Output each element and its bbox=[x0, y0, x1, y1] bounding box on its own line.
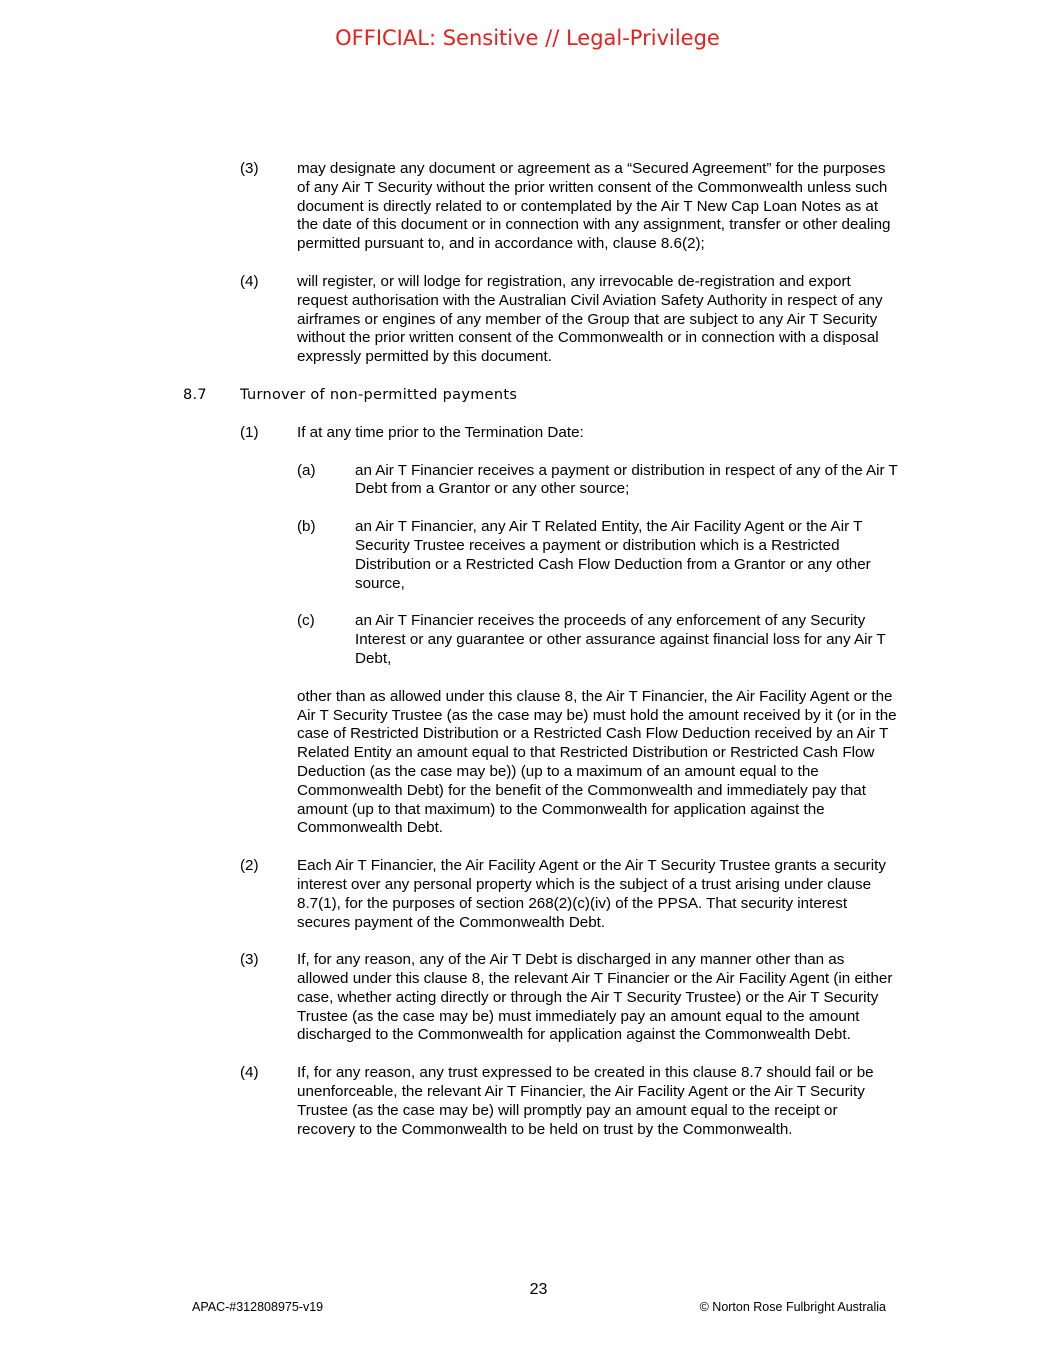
paragraph-number: (a) bbox=[297, 461, 316, 479]
paragraph-text: If, for any reason, any trust expressed to be created in this clause 8.7 should fail or be unenforceable, the relevant Air T Financier, the Air Facility Agent or the Air T Security Trustee (as the case may be) will promptly pay an amount equal to the receipt or recovery to the Commonwealth to be held on trust by the Commonwealth. bbox=[297, 1064, 874, 1138]
subclause-1-continuation bbox=[0, 688, 1055, 838]
paragraph-number: (c) bbox=[297, 612, 315, 630]
paragraph-4 bbox=[0, 273, 1055, 367]
paragraph-text: will register, or will lodge for registration, any irrevocable de-registration and export request authorisation with the Australian Civil Aviation Safety Authority in respect of any airframes or engines of any member of the Group that are subject to any Air T Security without the prior written consent of the Commonwealth or in connection with a disposal expressly permitted by this document. bbox=[297, 272, 883, 366]
paragraph-text: an Air T Financier receives the proceeds of any enforcement of any Security Interest or any guarantee or other assurance against financial loss for any Air T Debt, bbox=[355, 612, 886, 667]
paragraph-number: (4) bbox=[240, 1064, 259, 1082]
subclause-3 bbox=[0, 951, 1055, 1045]
paragraph-number: (3) bbox=[240, 951, 259, 969]
paragraph-3 bbox=[0, 160, 1055, 254]
paragraph-text: If at any time prior to the Termination Date: bbox=[297, 423, 584, 441]
subclause-2 bbox=[0, 857, 1055, 932]
paragraph-text: If, for any reason, any of the Air T Debt is discharged in any manner other than as allowed under this clause 8, the relevant Air T Financier or the Air Facility Agent (in either case, whether acting directly or through the Air T Security Trustee) or the Air T Security Trustee (as the case may be) must immediately pay an amount equal to the amount discharged to the Commonwealth for application against the Commonwealth Debt. bbox=[297, 951, 893, 1044]
paragraph-text: an Air T Financier receives a payment or distribution in respect of any of the Air T Debt from a Grantor or any other source; bbox=[355, 461, 898, 498]
paragraph-number: (3) bbox=[240, 160, 259, 177]
paragraph-number: (b) bbox=[297, 518, 316, 536]
paragraph-text: other than as allowed under this clause 8, the Air T Financier, the Air Facility Agent or the Air T Security Trustee (as the case may be) must hold the amount received by it (or in the case of Restricted Distribution or a Restricted Cash Flow Deduction received by an Air T Related Entity an amount equal to that Restricted Distribution or Restricted Cash Flow Deduction (as the case may be)) (up to a maximum of an amount equal to the Commonwealth Debt) for the benefit of the Commonwealth and immediately pay that amount (up to that maximum) to the Commonwealth for application against the Commonwealth Debt. bbox=[297, 687, 897, 837]
subclause-a bbox=[0, 462, 1055, 500]
copyright-notice: © Norton Rose Fulbright Australia bbox=[699, 1300, 886, 1314]
document-id: APAC-#312808975-v19 bbox=[192, 1300, 324, 1314]
subclause-c bbox=[0, 612, 1055, 668]
paragraph-number: (4) bbox=[240, 272, 259, 290]
section-title: Turnover of non-permitted payments bbox=[240, 386, 518, 403]
section-number: 8.7 bbox=[183, 386, 207, 403]
subclause-4 bbox=[0, 1064, 1055, 1139]
paragraph-text: may designate any document or agreement as a “Secured Agreement” for the purposes of any Air T Security without the prior written consent of the Commonwealth unless such document is directly related to or contemplated by the Air T New Cap Loan Notes as at the date of this document or in connection with any assignment, transfer or other dealing permitted pursuant to, and in accordance with, clause 8.6(2); bbox=[297, 160, 891, 253]
paragraph-number: (2) bbox=[240, 857, 259, 875]
section-heading bbox=[0, 386, 1055, 405]
subclause-1 bbox=[0, 424, 1055, 443]
page-number: 23 bbox=[529, 1281, 548, 1298]
paragraph-text: Each Air T Financier, the Air Facility Agent or the Air T Security Trustee grants a security interest over any personal property which is the subject of a trust arising under clause 8.7(1), for the purposes of section 268(2)(c)(iv) of the PPSA. That security interest secures payment of the Commonwealth Debt. bbox=[297, 857, 886, 931]
classification-marking: OFFICIAL: Sensitive // Legal-Privilege bbox=[335, 26, 720, 50]
subclause-b bbox=[0, 518, 1055, 593]
paragraph-text: an Air T Financier, any Air T Related Entity, the Air Facility Agent or the Air T Security Trustee receives a payment or distribution which is a Restricted Distribution or a Restricted Cash Flow Deduction from a Grantor or any other source, bbox=[355, 518, 871, 592]
document-body bbox=[0, 160, 1055, 1158]
paragraph-number: (1) bbox=[240, 423, 259, 441]
